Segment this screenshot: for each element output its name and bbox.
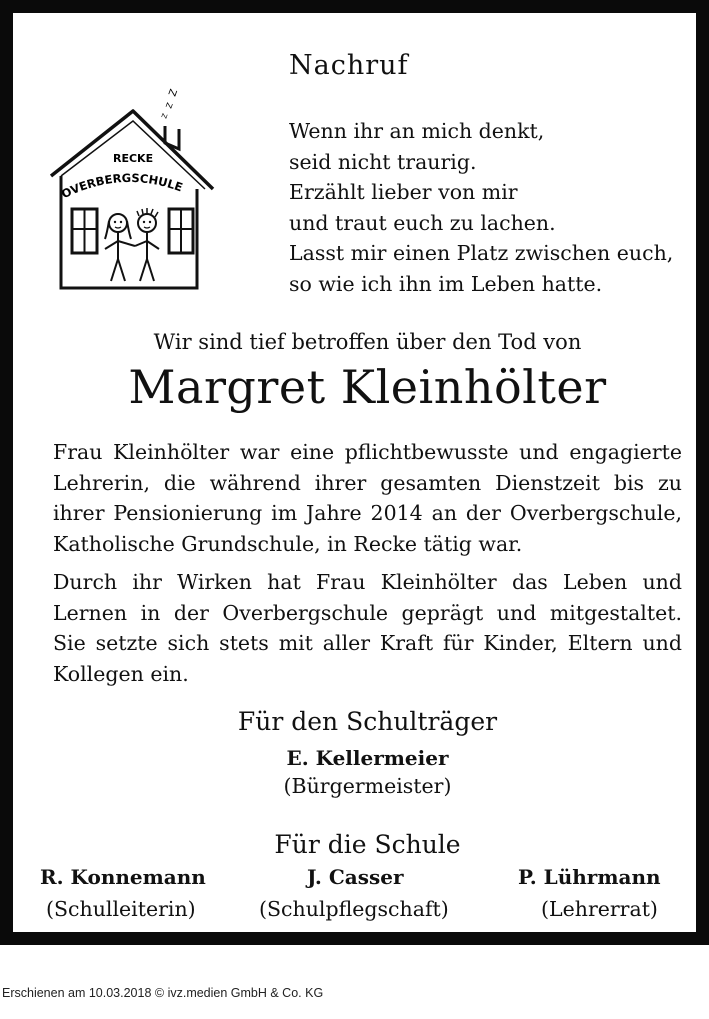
poem-line: seid nicht traurig.: [289, 149, 477, 174]
school-logo: [47, 81, 217, 291]
paragraph-legacy: [53, 567, 682, 689]
paragraph-line: ihrer Pensionierung im Jahre 2014 an der Overbergschule,: [53, 501, 682, 525]
schultraeger-heading: Für den Schulträger: [237, 707, 498, 736]
paragraph-line: Durch ihr Wirken hat Frau Kleinhölter das Leben und: [53, 570, 682, 594]
deceased-name: Margret Kleinhölter: [128, 360, 607, 414]
poem-line: so wie ich ihn im Leben hatte.: [289, 271, 603, 296]
poem-line: Erzählt lieber von mir: [289, 180, 518, 204]
publication-footer: Erschienen am 10.03.2018 © ivz.medien GmbH & Co. KG: [2, 986, 324, 1000]
paragraph-line: Kollegen ein.: [53, 661, 189, 686]
poem-line: Wenn ihr an mich denkt,: [289, 119, 545, 143]
poem: [289, 116, 673, 299]
poem-line: Lasst mir einen Platz zwischen euch,: [289, 241, 674, 265]
logo-recke-text: RECKE: [113, 152, 154, 165]
logo-school-text: OVERBERGSCHULE: [59, 170, 185, 202]
poem-line: und traut euch zu lachen.: [289, 210, 556, 235]
svg-text:Z: Z: [164, 101, 175, 110]
svg-text:Z: Z: [160, 112, 170, 120]
paragraph-line: Lernen in der Overbergschule geprägt und mitgestaltet.: [53, 600, 682, 625]
signatory-role: (Schulpflegschaft): [259, 897, 449, 921]
schultraeger-name: E. Kellermeier: [286, 746, 449, 770]
paragraph-tribute: [53, 437, 682, 559]
schule-heading: Für die Schule: [274, 830, 461, 859]
signatory-name: J. Casser: [307, 865, 404, 889]
intro-line: Wir sind tief betroffen über den Tod von: [153, 330, 582, 354]
signatory-name: P. Lührmann: [518, 865, 661, 889]
schultraeger-role: (Bürgermeister): [283, 774, 452, 798]
paragraph-line: Lehrerin, die während ihrer gesamten Dienstzeit bis zu: [53, 470, 682, 495]
signatory-role: (Schulleiterin): [46, 897, 196, 921]
signatory-name: R. Konnemann: [40, 865, 206, 889]
obituary-heading: Nachruf: [289, 50, 409, 81]
paragraph-line: Katholische Grundschule, in Recke tätig war.: [53, 531, 523, 556]
paragraph-line: Frau Kleinhölter war eine pflichtbewusste und engagierte: [53, 440, 682, 464]
signatory-role: (Lehrerrat): [541, 897, 658, 921]
paragraph-line: Sie setzte sich stets mit aller Kraft für Kinder, Eltern und: [53, 631, 682, 655]
logo-smoke-text: Z: [167, 87, 181, 99]
